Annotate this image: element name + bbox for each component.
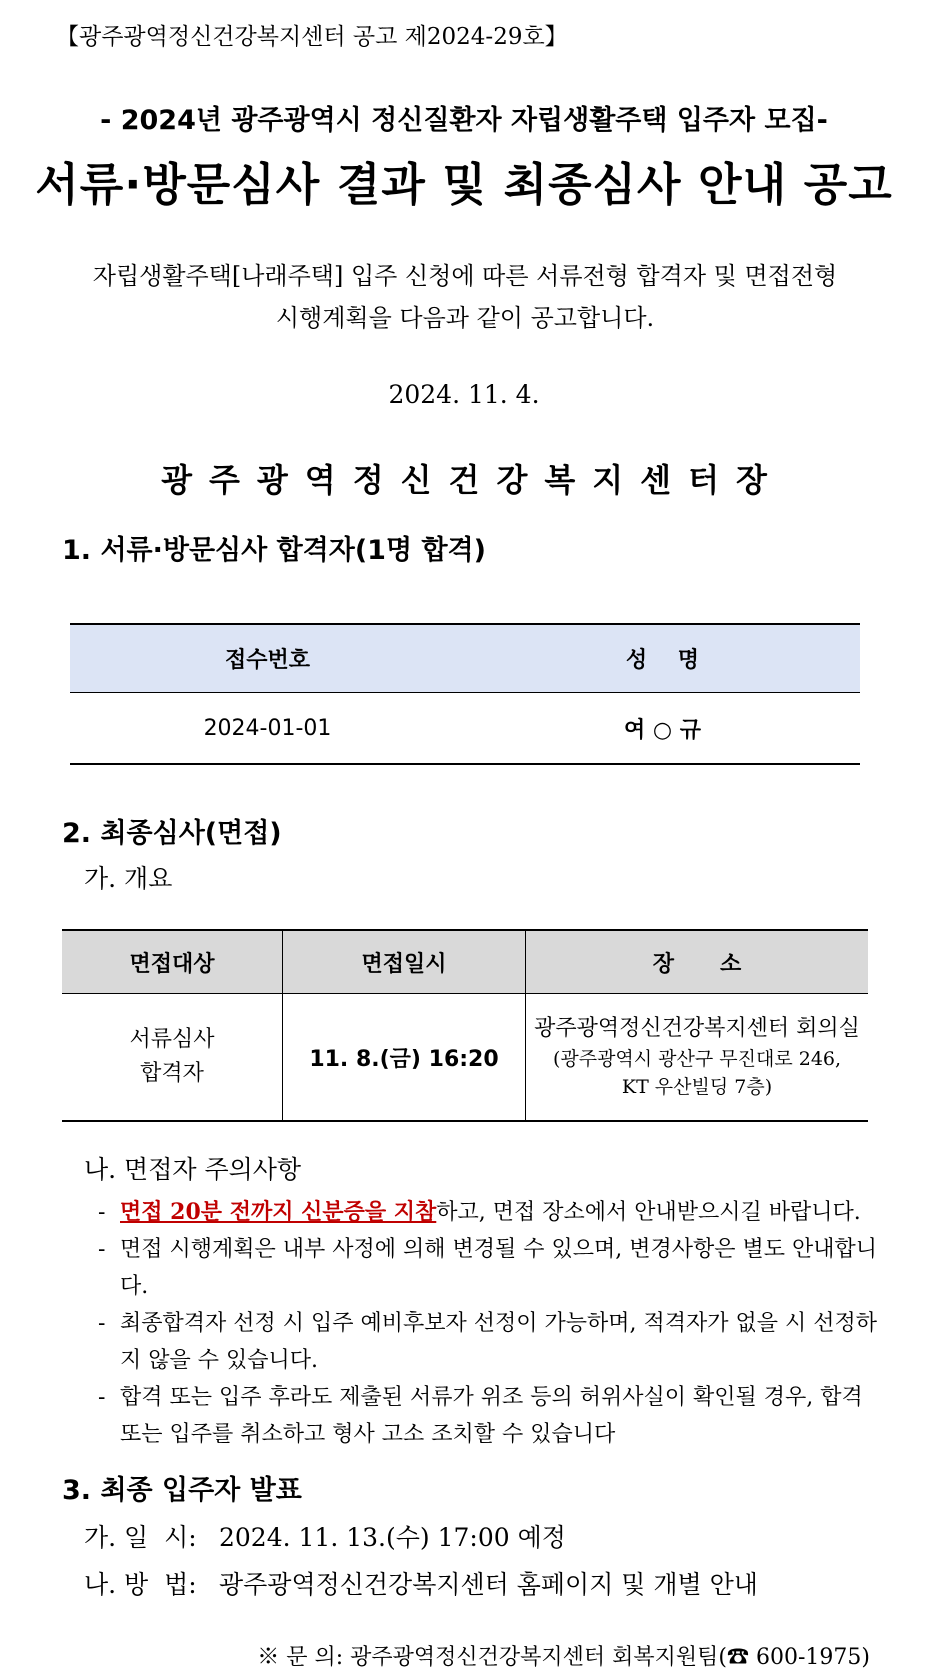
interview-table: [62, 929, 868, 1122]
intro-line-1: 자립생활주택[나래주택] 입주 신청에 따른 서류전형 합격자 및 면접전형: [92, 262, 838, 290]
table-header-row: [62, 930, 868, 994]
place-cell: [526, 994, 869, 1122]
list-item: - 최종합격자 선정 시 입주 예비후보자 선정이 가능하며, 적격자가 없을 시 선정하지 않을 수 있습니다.: [98, 1305, 878, 1379]
list-item: - 면접 20분 전까지 신분증을 지참하고, 면접 장소에서 안내받으시길 바랍니다.: [98, 1199, 861, 1225]
notice-date: 2024. 11. 4.: [388, 380, 540, 409]
table-header-row: [70, 624, 860, 693]
receipt-no-cell: 2024-01-01: [203, 715, 332, 741]
section-2-sub-a: 가. 개요: [84, 864, 173, 893]
document-title: 서류·방문심사 결과 및 최종심사 안내 공고: [35, 158, 893, 211]
announce-method-value: 광주광역정신건강복지센터 홈페이지 및 개별 안내: [219, 1570, 758, 1599]
section-2-heading: 2. 최종심사(면접): [62, 818, 282, 849]
announce-date-label: 가. 일 시:: [84, 1523, 197, 1552]
list-item: - 면접 시행계획은 내부 사정에 의해 변경될 수 있으며, 변경사항은 별도 안내합니다.: [98, 1231, 878, 1305]
place-sub-2: KT 우산빌딩 7층): [621, 1076, 773, 1098]
header-receipt-no: 접수번호: [70, 624, 465, 693]
intro-line-2: 시행계획을 다음과 같이 공고합니다.: [275, 304, 655, 332]
intro-text: [60, 255, 870, 339]
table-row: [62, 994, 868, 1122]
section-1-heading: 1. 서류·방문심사 합격자(1명 합격): [62, 535, 486, 566]
notes-list: [98, 1194, 878, 1453]
applicant-name-cell: 여 ○ 규: [623, 717, 702, 743]
list-item: - 합격 또는 입주 후라도 제출된 서류가 위조 등의 허위사실이 확인될 경우, 합격 또는 입주를 취소하고 형사 고소 조치할 수 있습니다: [98, 1379, 878, 1453]
target-cell: [62, 994, 283, 1122]
announce-date-line: [84, 1518, 566, 1554]
note-1-highlight: 면접 20분 전까지 신분증을 지참: [120, 1199, 437, 1225]
header-datetime: 면접일시: [283, 930, 526, 994]
announce-method-line: [84, 1565, 758, 1601]
header-place: 장 소: [526, 930, 869, 994]
notice-number: 【광주광역정신건강복지센터 공고 제2024-29호】: [56, 24, 568, 50]
section-2-sub-b: 나. 면접자 주의사항: [84, 1155, 302, 1184]
announce-method-label: 나. 방 법:: [84, 1570, 197, 1599]
header-target: 면접대상: [62, 930, 283, 994]
place-sub-1: (광주광역시 광산구 무진대로 246,: [552, 1048, 842, 1070]
document-subtitle: - 2024년 광주광역시 정신질환자 자립생활주택 입주자 모집-: [100, 105, 828, 136]
datetime-cell: 11. 8.(금) 16:20: [283, 994, 526, 1122]
target-line-1: 서류심사: [129, 1027, 215, 1052]
passed-applicants-table: [70, 623, 860, 765]
announce-date-value: 2024. 11. 13.(수) 17:00 예정: [219, 1523, 566, 1552]
note-4-text: 합격 또는 입주 후라도 제출된 서류가 위조 등의 허위사실이 확인될 경우, 합격 또는 입주를 취소하고 형사 고소 조치할 수 있습니다: [120, 1385, 863, 1447]
section-3-heading: 3. 최종 입주자 발표: [62, 1475, 302, 1506]
contact-info: ※ 문 의: 광주광역정신건강복지센터 회복지원팀(☎ 600-1975): [257, 1645, 870, 1670]
note-2-text: 면접 시행계획은 내부 사정에 의해 변경될 수 있으며, 변경사항은 별도 안내합니다.: [120, 1237, 877, 1299]
note-1-text: 하고, 면접 장소에서 안내받으시길 바랍니다.: [436, 1200, 861, 1225]
issuer-name: 광주광역정신건강복지센터장: [161, 461, 784, 499]
target-line-2: 합격자: [140, 1061, 204, 1086]
header-name: 성 명: [465, 624, 860, 693]
place-main: 광주광역정신건강복지센터 회의실: [534, 1016, 860, 1041]
table-row: [70, 693, 860, 765]
note-3-text: 최종합격자 선정 시 입주 예비후보자 선정이 가능하며, 적격자가 없을 시 선정하지 않을 수 있습니다.: [120, 1311, 877, 1373]
